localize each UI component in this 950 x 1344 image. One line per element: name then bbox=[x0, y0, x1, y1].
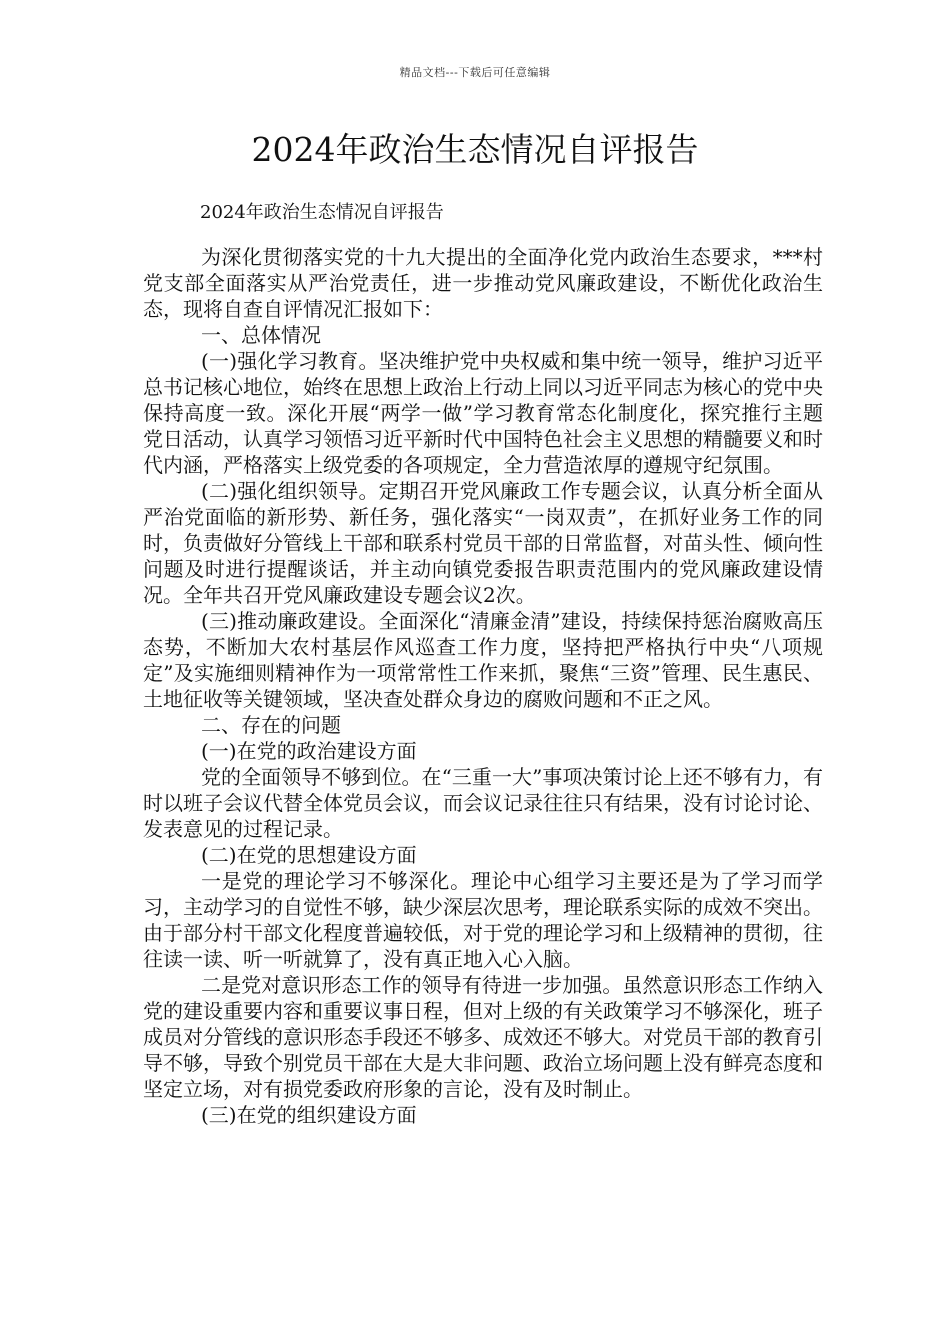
document-title: 2024年政治生态情况自评报告 bbox=[251, 130, 699, 169]
section-heading: 二、存在的问题 bbox=[201, 713, 341, 737]
paragraph: 为深化贯彻落实党的十九大提出的全面净化党内政治生态要求，***村党支部全面落实从严治党责任，进一步推动党风廉政建设，不断优化政治生态，现将自查自评情况汇报如下： bbox=[143, 245, 823, 321]
document-body bbox=[143, 244, 823, 1128]
paragraph: (一)强化学习教育。坚决维护党中央权威和集中统一领导，维护习近平总书记核心地位，始终在思想上政治上行动上同以习近平同志为核心的党中央保持高度一致。深化开展“两学一做”学习教育常态化制度化，探究推行主题党日活动，认真学习领悟习近平新时代中国特色社会主义思想的精髓要义和时代内涵，严格落实上级党委的各项规定，全力营造浓厚的遵规守纪氛围。 bbox=[143, 349, 823, 477]
paragraph: (三)推动廉政建设。全面深化“清廉金清”建设，持续保持惩治腐败高压态势，不断加大农村基层作风巡查工作力度，坚持把严格执行中央“八项规定”及实施细则精神作为一项常常性工作来抓，聚焦“三资”管理、民生惠民、土地征收等关键领域，坚决查处群众身边的腐败问题和不正之风。 bbox=[143, 609, 823, 711]
header-note: 精品文档---下载后可任意编辑 bbox=[399, 66, 551, 79]
paragraph: 二是党对意识形态工作的领导有待进一步加强。虽然意识形态工作纳入党的建设重要内容和重要议事日程，但对上级的有关政策学习不够深化，班子成员对分管线的意识形态手段还不够多、成效还不够大。对党员干部的教育引导不够，导致个别党员干部在大是大非问题、政治立场问题上没有鲜亮态度和坚定立场，对有损党委政府形象的言论，没有及时制止。 bbox=[143, 973, 823, 1101]
paragraph: 党的全面领导不够到位。在“三重一大”事项决策讨论上还不够有力，有时以班子会议代替全体党员会议，而会议记录往往只有结果，没有讨论讨论、发表意见的过程记录。 bbox=[143, 765, 823, 841]
subsection-heading: (一)在党的政治建设方面 bbox=[201, 739, 417, 763]
paragraph: 一是党的理论学习不够深化。理论中心组学习主要还是为了学习而学习，主动学习的自觉性不够，缺少深层次思考，理论联系实际的成效不突出。由于部分村干部文化程度普遍较低，对于党的理论学习和上级精神的贯彻，往往读一读、听一听就算了，没有真正地入心入脑。 bbox=[143, 869, 823, 971]
document-subtitle: 2024年政治生态情况自评报告 bbox=[200, 202, 444, 223]
subsection-heading: (三)在党的组织建设方面 bbox=[201, 1103, 417, 1127]
subsection-heading: (二)在党的思想建设方面 bbox=[201, 843, 417, 867]
paragraph: (二)强化组织领导。定期召开党风廉政工作专题会议，认真分析全面从严治党面临的新形势、新任务，强化落实“一岗双责”，在抓好业务工作的同时，负责做好分管线上干部和联系村党员干部的日常监督，对苗头性、倾向性问题及时进行提醒谈话，并主动向镇党委报告职责范围内的党风廉政建设情况。全年共召开党风廉政建设专题会议2次。 bbox=[143, 479, 823, 607]
section-heading: 一、总体情况 bbox=[201, 323, 321, 347]
